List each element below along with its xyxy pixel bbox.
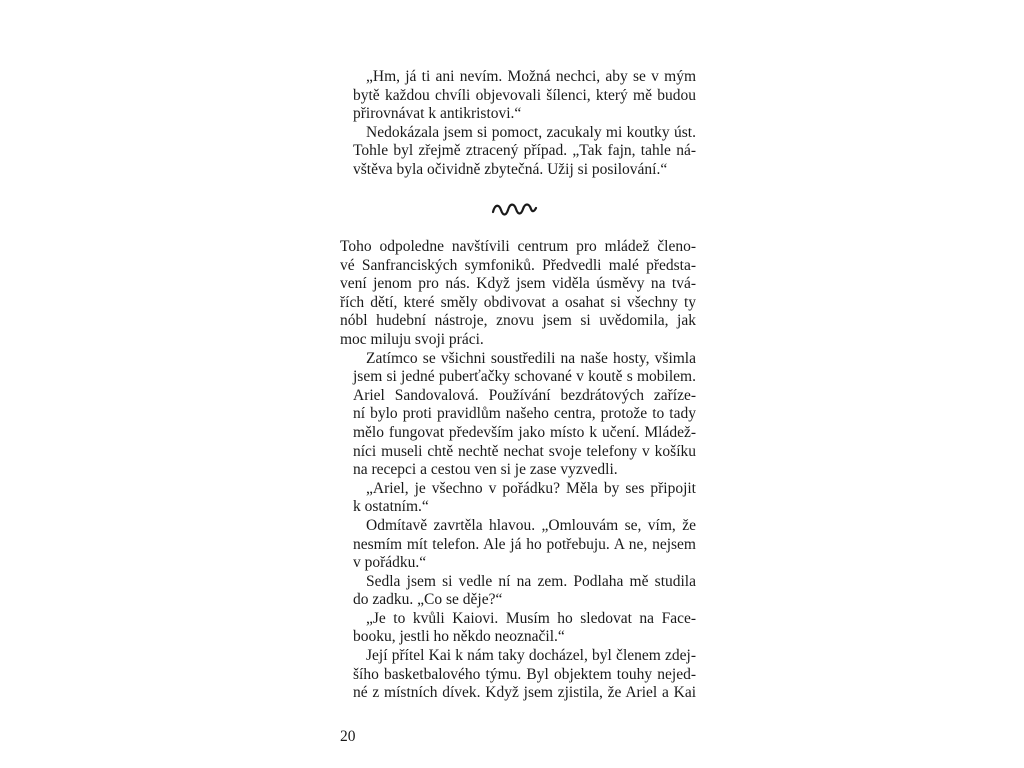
text-line: na recepci a cestou ven si je zase vyzvedli. [353,461,618,479]
text-line: k ostatním.“ [353,498,429,516]
text-line: mělo fungovat především jako místo k učení. Mládež- [353,423,696,441]
text-line: Zatímco se všichni soustředili na naše hosty, všimla [366,349,696,367]
text-line: Ariel Sandovalová. Používání bezdrátových zaříze- [353,386,696,404]
paragraph [340,610,696,647]
text-line: přirovnávat k antikristovi.“ [353,105,522,123]
text-line: moc miluju svoji práci. [340,330,484,348]
paragraph [340,124,696,180]
text-line: „Je to kvůli Kaiovi. Musím ho sledovat na Face- [366,609,696,627]
text-line: nesmím mít telefon. Ale já ho potřebuju. A ne, nejsem [353,535,696,553]
text-line: do zadku. „Co se děje?“ [353,591,503,609]
wave-ornament-icon [491,198,539,218]
top-text-section [340,68,696,180]
text-line: Sedla jsem si vedle ní na zem. Podlaha mě studila [366,572,696,590]
text-line: jsem si jedné puberťačky schované v koutě s mobilem. [353,368,696,386]
text-line: níci museli chtě nechtě nechat svoje telefony v košíku [353,442,696,460]
text-line: vé Sanfranciských symfoniků. Předvedli malé předsta- [340,256,696,274]
text-line: řích dětí, které směly obdivovat a osahat si všechny ty [340,293,696,311]
text-line: „Ariel, je všechno v pořádku? Měla by ses připojit [366,479,696,497]
text-line: Odmítavě zavrtěla hlavou. „Omlouvám se, vím, že [366,516,696,534]
paragraph [340,350,696,480]
text-line: bytě každou chvíli objevovali šílenci, který mě budou [353,86,696,104]
text-line: Nedokázala jsem si pomoct, zacukaly mi koutky úst. [366,123,696,141]
text-line: nóbl hudební nástroje, znovu jsem si uvědomila, jak [340,312,696,330]
text-line: v pořádku.“ [353,554,427,572]
text-line: Tohle byl zřejmě ztracený případ. „Tak fajn, tahle ná- [353,142,696,160]
paragraph [340,647,696,703]
text-line: šího basketbalového týmu. Byl objektem touhy nejed- [353,665,696,683]
text-line: vštěva byla očividně zbytečná. Užij si posilování.“ [353,160,668,178]
paragraph [340,68,696,124]
paragraph [340,517,696,573]
paragraph [340,480,696,517]
text-line: Její přítel Kai k nám taky docházel, byl členem zdej- [366,647,696,665]
text-line: né z místních dívek. Když jsem zjistila, že Ariel a Kai [353,684,696,702]
paragraph [340,573,696,610]
paragraph [340,238,696,350]
text-line: booku, jestli ho někdo neoznačil.“ [353,628,565,646]
text-line: „Hm, já ti ani nevím. Možná nechci, aby se v mým [366,68,696,85]
text-line: Toho odpoledne navštívili centrum pro mládež členo- [340,238,696,255]
text-line: ní bylo proti pravidlům našeho centra, protože to tady [353,405,696,423]
text-line: vení jenom pro nás. Když jsem viděla úsměvy na tvá- [340,275,696,293]
bottom-text-section [340,238,696,703]
page-number: 20 [340,728,356,745]
